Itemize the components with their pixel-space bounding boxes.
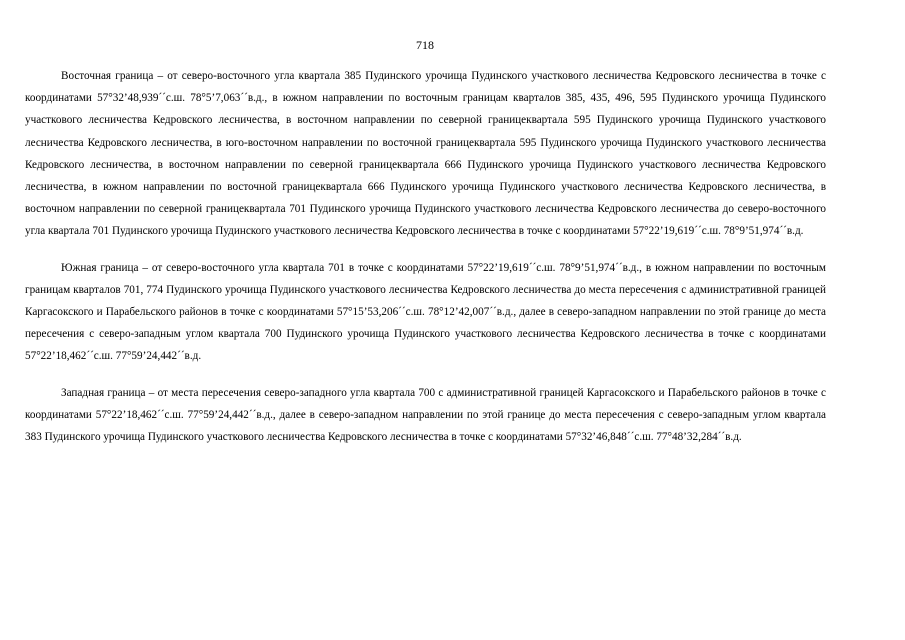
page-number: 718 bbox=[416, 38, 434, 52]
paragraph-west-boundary: Западная граница – от места пересечения северо-западного угла квартала 700 с административной границей Каргасокского и Парабельского районов в точке с координатами 57°22’18,462´´с.ш. 77°59’24,442´´в.д., далее в северо-западном направлении по этой границе до места пересечения с северо-западным углом квартала 383 Пудинского урочища Пудинского участкового лесничества Кедровского лесничества в точке с координатами 57°32’46,848´´с.ш. 77°48’32,284´´в.д. bbox=[25, 386, 826, 444]
document-body bbox=[25, 65, 826, 448]
paragraph-south-boundary: Южная граница – от северо-восточного угла квартала 701 в точке с координатами 57°22’19,619´´с.ш. 78°9’51,974´´в.д., в южном направлении по восточным границам кварталов 701, 774 Пудинского урочища Пудинского участкового лесничества Кедровского лесничества до места пересечения с административной границей Каргасокского и Парабельского районов в точке с координатами 57°15’53,206´´с.ш. 78°12’42,007´´в.д., далее в северо-западном направлении по этой границе до места пересечения с северо-западным углом квартала 700 Пудинского урочища Пудинского участкового лесничества Кедровского лесничества в точке с координатами 57°22’18,462´´с.ш. 77°59’24,442´´в.д. bbox=[25, 261, 826, 363]
paragraph-east-boundary: Восточная граница – от северо-восточного угла квартала 385 Пудинского урочища Пудинского участкового лесничества Кедровского лесничества в точке с координатами 57°32’48,939´´с.ш. 78°5’7,063´´в.д., в южном направлении по восточным границам кварталов 385, 435, 496, 595 Пудинского урочища Пудинского участкового лесничества Кедровского лесничества, в восточном направлении по северной границеквартала 595 Пудинского урочища Пудинского участкового лесничества Кедровского лесничества, в юго-восточном направлении по восточной границеквартала 595 Пудинского урочища Пудинского участкового лесничества Кедровского лесничества, в восточном направлении по северной границеквартала 666 Пудинского урочища Пудинского участкового лесничества Кедровского лесничества, в южном направлении по восточной границеквартала 666 Пудинского урочища Пудинского участкового лесничества Кедровского лесничества, в восточном направлении по северной границеквартала 701 Пудинского урочища Пудинского участкового лесничества Кедровского лесничества до северо-восточного угла квартала 701 Пудинского урочища Пудинского участкового лесничества Кедровского лесничества в точке с координатами 57°22’19,619´´с.ш. 78°9’51,974´´в.д. bbox=[25, 70, 826, 238]
